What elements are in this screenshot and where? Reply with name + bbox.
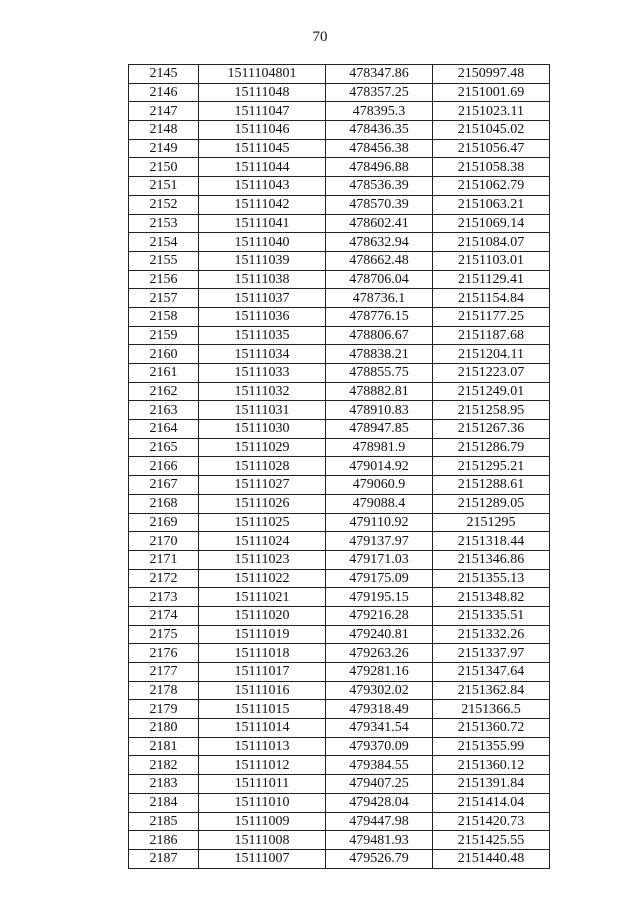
point-id-cell: 1511104801 [199, 65, 326, 84]
table-row [129, 307, 550, 326]
x-coordinate-cell: 479171.03 [326, 550, 433, 569]
table-row [129, 364, 550, 383]
x-coordinate-cell: 478632.94 [326, 233, 433, 252]
table-row [129, 177, 550, 196]
point-number-cell: 2179 [129, 700, 199, 719]
x-coordinate-cell: 479137.97 [326, 532, 433, 551]
point-number-cell: 2156 [129, 270, 199, 289]
point-id-cell: 15111023 [199, 550, 326, 569]
x-coordinate-cell: 479281.16 [326, 663, 433, 682]
point-number-cell: 2146 [129, 83, 199, 102]
table-row [129, 681, 550, 700]
point-id-cell: 15111044 [199, 158, 326, 177]
point-number-cell: 2186 [129, 831, 199, 850]
table-row [129, 625, 550, 644]
point-number-cell: 2152 [129, 195, 199, 214]
y-coordinate-cell: 2151267.36 [433, 420, 550, 439]
y-coordinate-cell: 2151362.84 [433, 681, 550, 700]
x-coordinate-cell: 478736.1 [326, 289, 433, 308]
y-coordinate-cell: 2151425.55 [433, 831, 550, 850]
x-coordinate-cell: 479175.09 [326, 569, 433, 588]
point-id-cell: 15111019 [199, 625, 326, 644]
point-id-cell: 15111032 [199, 382, 326, 401]
y-coordinate-cell: 2151001.69 [433, 83, 550, 102]
y-coordinate-cell: 2151318.44 [433, 532, 550, 551]
point-number-cell: 2184 [129, 793, 199, 812]
y-coordinate-cell: 2151332.26 [433, 625, 550, 644]
point-number-cell: 2185 [129, 812, 199, 831]
point-id-cell: 15111027 [199, 476, 326, 495]
point-number-cell: 2178 [129, 681, 199, 700]
x-coordinate-cell: 478570.39 [326, 195, 433, 214]
y-coordinate-cell: 2151187.68 [433, 326, 550, 345]
y-coordinate-cell: 2151295.21 [433, 457, 550, 476]
x-coordinate-cell: 478947.85 [326, 420, 433, 439]
point-number-cell: 2176 [129, 644, 199, 663]
point-id-cell: 15111010 [199, 793, 326, 812]
x-coordinate-cell: 478855.75 [326, 364, 433, 383]
point-id-cell: 15111012 [199, 756, 326, 775]
point-id-cell: 15111014 [199, 719, 326, 738]
point-id-cell: 15111024 [199, 532, 326, 551]
y-coordinate-cell: 2151063.21 [433, 195, 550, 214]
y-coordinate-cell: 2151056.47 [433, 139, 550, 158]
table-row [129, 420, 550, 439]
x-coordinate-cell: 479195.15 [326, 588, 433, 607]
point-number-cell: 2158 [129, 307, 199, 326]
point-number-cell: 2153 [129, 214, 199, 233]
x-coordinate-cell: 479014.92 [326, 457, 433, 476]
point-number-cell: 2177 [129, 663, 199, 682]
y-coordinate-cell: 2151103.01 [433, 251, 550, 270]
point-number-cell: 2187 [129, 849, 199, 868]
point-id-cell: 15111021 [199, 588, 326, 607]
y-coordinate-cell: 2151258.95 [433, 401, 550, 420]
table-row [129, 494, 550, 513]
table-row [129, 719, 550, 738]
y-coordinate-cell: 2151058.38 [433, 158, 550, 177]
table-row [129, 83, 550, 102]
point-number-cell: 2145 [129, 65, 199, 84]
y-coordinate-cell: 2150997.48 [433, 65, 550, 84]
x-coordinate-cell: 478536.39 [326, 177, 433, 196]
x-coordinate-cell: 479240.81 [326, 625, 433, 644]
table-row [129, 550, 550, 569]
x-coordinate-cell: 479428.04 [326, 793, 433, 812]
point-id-cell: 15111017 [199, 663, 326, 682]
y-coordinate-cell: 2151223.07 [433, 364, 550, 383]
x-coordinate-cell: 478910.83 [326, 401, 433, 420]
point-id-cell: 15111036 [199, 307, 326, 326]
table-row [129, 270, 550, 289]
point-number-cell: 2173 [129, 588, 199, 607]
table-row [129, 849, 550, 868]
table-row [129, 457, 550, 476]
table-row [129, 158, 550, 177]
x-coordinate-cell: 479060.9 [326, 476, 433, 495]
table-row [129, 793, 550, 812]
point-id-cell: 15111031 [199, 401, 326, 420]
y-coordinate-cell: 2151154.84 [433, 289, 550, 308]
table-row [129, 569, 550, 588]
point-id-cell: 15111026 [199, 494, 326, 513]
y-coordinate-cell: 2151062.79 [433, 177, 550, 196]
table-row [129, 438, 550, 457]
x-coordinate-cell: 479447.98 [326, 812, 433, 831]
x-coordinate-cell: 478776.15 [326, 307, 433, 326]
point-id-cell: 15111038 [199, 270, 326, 289]
point-number-cell: 2163 [129, 401, 199, 420]
x-coordinate-cell: 478662.48 [326, 251, 433, 270]
x-coordinate-cell: 479384.55 [326, 756, 433, 775]
x-coordinate-cell: 479088.4 [326, 494, 433, 513]
point-number-cell: 2169 [129, 513, 199, 532]
table-row [129, 214, 550, 233]
point-number-cell: 2160 [129, 345, 199, 364]
y-coordinate-cell: 2151355.99 [433, 737, 550, 756]
y-coordinate-cell: 2151348.82 [433, 588, 550, 607]
point-id-cell: 15111015 [199, 700, 326, 719]
table-row [129, 663, 550, 682]
table-row [129, 401, 550, 420]
y-coordinate-cell: 2151414.04 [433, 793, 550, 812]
point-id-cell: 15111022 [199, 569, 326, 588]
table-row [129, 326, 550, 345]
point-id-cell: 15111040 [199, 233, 326, 252]
x-coordinate-cell: 478981.9 [326, 438, 433, 457]
table-row [129, 233, 550, 252]
point-number-cell: 2167 [129, 476, 199, 495]
y-coordinate-cell: 2151440.48 [433, 849, 550, 868]
x-coordinate-cell: 478357.25 [326, 83, 433, 102]
point-number-cell: 2162 [129, 382, 199, 401]
y-coordinate-cell: 2151288.61 [433, 476, 550, 495]
table-row [129, 121, 550, 140]
point-id-cell: 15111041 [199, 214, 326, 233]
point-id-cell: 15111016 [199, 681, 326, 700]
y-coordinate-cell: 2151420.73 [433, 812, 550, 831]
y-coordinate-cell: 2151346.86 [433, 550, 550, 569]
y-coordinate-cell: 2151391.84 [433, 775, 550, 794]
point-number-cell: 2159 [129, 326, 199, 345]
table-row [129, 756, 550, 775]
point-number-cell: 2175 [129, 625, 199, 644]
point-id-cell: 15111025 [199, 513, 326, 532]
point-number-cell: 2164 [129, 420, 199, 439]
point-id-cell: 15111043 [199, 177, 326, 196]
point-id-cell: 15111034 [199, 345, 326, 364]
x-coordinate-cell: 479370.09 [326, 737, 433, 756]
point-id-cell: 15111037 [199, 289, 326, 308]
point-id-cell: 15111013 [199, 737, 326, 756]
table-row [129, 102, 550, 121]
table-row [129, 289, 550, 308]
point-id-cell: 15111046 [199, 121, 326, 140]
x-coordinate-cell: 478436.35 [326, 121, 433, 140]
x-coordinate-cell: 479341.54 [326, 719, 433, 738]
point-number-cell: 2151 [129, 177, 199, 196]
table-row [129, 345, 550, 364]
point-number-cell: 2174 [129, 606, 199, 625]
table-row [129, 644, 550, 663]
y-coordinate-cell: 2151347.64 [433, 663, 550, 682]
y-coordinate-cell: 2151286.79 [433, 438, 550, 457]
point-number-cell: 2171 [129, 550, 199, 569]
x-coordinate-cell: 478456.38 [326, 139, 433, 158]
point-id-cell: 15111039 [199, 251, 326, 270]
point-id-cell: 15111011 [199, 775, 326, 794]
x-coordinate-cell: 478882.81 [326, 382, 433, 401]
table-row [129, 195, 550, 214]
point-number-cell: 2157 [129, 289, 199, 308]
x-coordinate-cell: 479481.93 [326, 831, 433, 850]
y-coordinate-cell: 2151177.25 [433, 307, 550, 326]
point-number-cell: 2150 [129, 158, 199, 177]
table-row [129, 775, 550, 794]
point-id-cell: 15111047 [199, 102, 326, 121]
point-number-cell: 2183 [129, 775, 199, 794]
y-coordinate-cell: 2151360.12 [433, 756, 550, 775]
point-id-cell: 15111008 [199, 831, 326, 850]
y-coordinate-cell: 2151204.11 [433, 345, 550, 364]
point-id-cell: 15111020 [199, 606, 326, 625]
point-id-cell: 15111007 [199, 849, 326, 868]
y-coordinate-cell: 2151249.01 [433, 382, 550, 401]
point-id-cell: 15111035 [199, 326, 326, 345]
x-coordinate-cell: 478395.3 [326, 102, 433, 121]
x-coordinate-cell: 478347.86 [326, 65, 433, 84]
y-coordinate-cell: 2151129.41 [433, 270, 550, 289]
table-row [129, 382, 550, 401]
y-coordinate-cell: 2151366.5 [433, 700, 550, 719]
x-coordinate-cell: 479263.26 [326, 644, 433, 663]
point-id-cell: 15111033 [199, 364, 326, 383]
point-id-cell: 15111045 [199, 139, 326, 158]
point-number-cell: 2149 [129, 139, 199, 158]
x-coordinate-cell: 478496.88 [326, 158, 433, 177]
x-coordinate-cell: 478706.04 [326, 270, 433, 289]
x-coordinate-cell: 479110.92 [326, 513, 433, 532]
point-number-cell: 2172 [129, 569, 199, 588]
x-coordinate-cell: 478838.21 [326, 345, 433, 364]
table-row [129, 513, 550, 532]
table-row [129, 606, 550, 625]
coordinates-table [128, 64, 550, 869]
y-coordinate-cell: 2151069.14 [433, 214, 550, 233]
table-row [129, 65, 550, 84]
x-coordinate-cell: 478602.41 [326, 214, 433, 233]
y-coordinate-cell: 2151289.05 [433, 494, 550, 513]
point-number-cell: 2181 [129, 737, 199, 756]
point-id-cell: 15111030 [199, 420, 326, 439]
point-number-cell: 2161 [129, 364, 199, 383]
coordinates-table-body [129, 65, 550, 869]
point-id-cell: 15111018 [199, 644, 326, 663]
point-id-cell: 15111029 [199, 438, 326, 457]
y-coordinate-cell: 2151084.07 [433, 233, 550, 252]
table-row [129, 831, 550, 850]
point-number-cell: 2165 [129, 438, 199, 457]
point-number-cell: 2154 [129, 233, 199, 252]
point-number-cell: 2168 [129, 494, 199, 513]
y-coordinate-cell: 2151335.51 [433, 606, 550, 625]
point-number-cell: 2166 [129, 457, 199, 476]
table-row [129, 700, 550, 719]
table-row [129, 588, 550, 607]
point-number-cell: 2182 [129, 756, 199, 775]
point-id-cell: 15111009 [199, 812, 326, 831]
y-coordinate-cell: 2151295 [433, 513, 550, 532]
point-id-cell: 15111028 [199, 457, 326, 476]
point-id-cell: 15111048 [199, 83, 326, 102]
x-coordinate-cell: 479407.25 [326, 775, 433, 794]
point-number-cell: 2155 [129, 251, 199, 270]
table-row [129, 251, 550, 270]
x-coordinate-cell: 479302.02 [326, 681, 433, 700]
point-id-cell: 15111042 [199, 195, 326, 214]
x-coordinate-cell: 479526.79 [326, 849, 433, 868]
y-coordinate-cell: 2151360.72 [433, 719, 550, 738]
y-coordinate-cell: 2151337.97 [433, 644, 550, 663]
point-number-cell: 2180 [129, 719, 199, 738]
x-coordinate-cell: 478806.67 [326, 326, 433, 345]
table-row [129, 476, 550, 495]
y-coordinate-cell: 2151023.11 [433, 102, 550, 121]
table-row [129, 139, 550, 158]
page-number: 70 [312, 29, 328, 45]
point-number-cell: 2148 [129, 121, 199, 140]
table-row [129, 737, 550, 756]
x-coordinate-cell: 479318.49 [326, 700, 433, 719]
point-number-cell: 2147 [129, 102, 199, 121]
y-coordinate-cell: 2151045.02 [433, 121, 550, 140]
table-row [129, 812, 550, 831]
table-row [129, 532, 550, 551]
point-number-cell: 2170 [129, 532, 199, 551]
x-coordinate-cell: 479216.28 [326, 606, 433, 625]
y-coordinate-cell: 2151355.13 [433, 569, 550, 588]
